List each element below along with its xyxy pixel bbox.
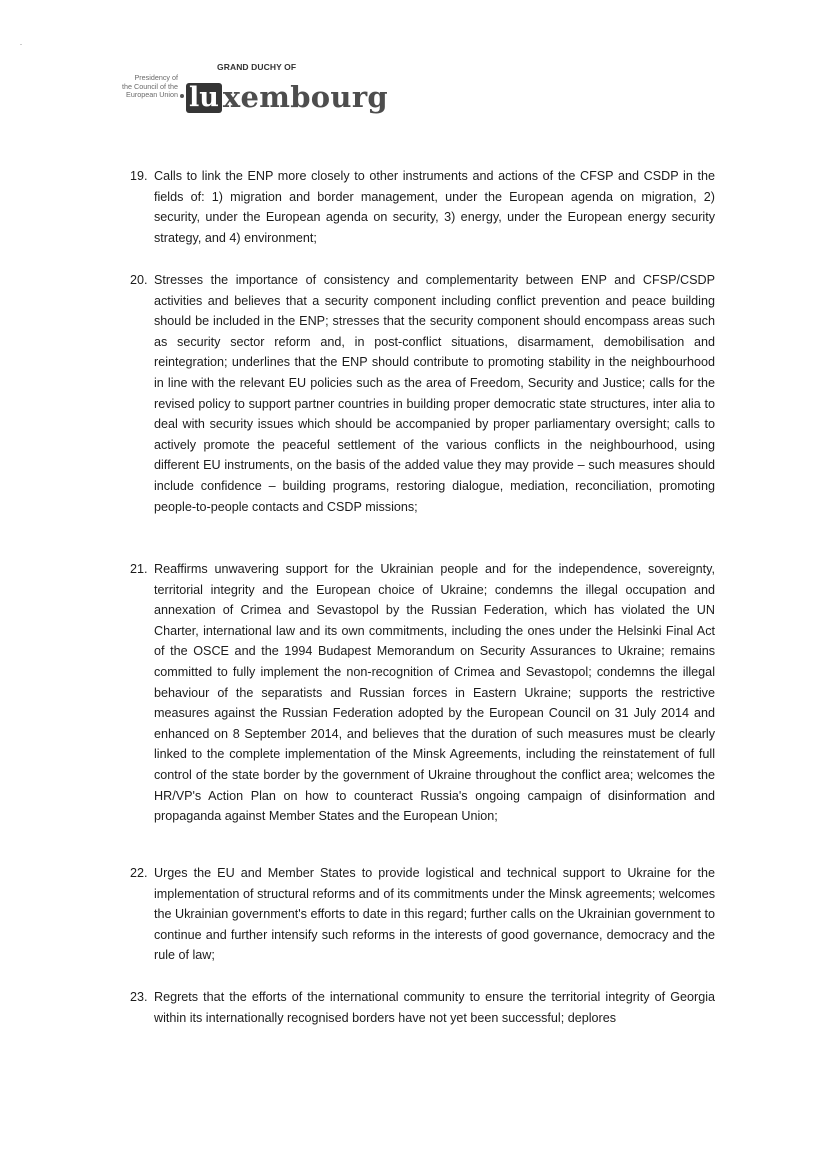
paragraph-text: Regrets that the efforts of the international community to ensure the territorial integrity of Georgia within its internationally recognised borders have not yet been successful; deplores bbox=[154, 990, 715, 1025]
presidency-logo bbox=[102, 62, 388, 118]
paragraph-text: Urges the EU and Member States to provide logistical and technical support to Ukraine for the implementation of structural reforms and of its commitments under the Minsk agreements; welcomes the Ukrainian government's efforts to date in this regard; further calls on the Ukrainian government to continue and further intensify such reforms in the interests of good governance, democracy and the rule of law; bbox=[154, 866, 715, 963]
presidency-line-2: the Council of the bbox=[122, 81, 178, 91]
paragraph-21 bbox=[130, 559, 715, 827]
paragraph-text: Reaffirms unwavering support for the Ukrainian people and for the independence, sovereignty, territorial integrity and the European choice of Ukraine; condemns the illegal occupation and annexation of Crimea and Sevastopol by the Russian Federation, which has violated the UN Charter, international law and its own commitments, including the ones under the Helsinki Final Act of the OSCE and the 1994 Budapest Memorandum on Security Assurances to Ukraine; remains committed to fully implement the non-recognition of Crimea and Sevastopol; condemns the illegal behaviour of the separatists and Russian forces in Eastern Ukraine; supports the restrictive measures against the Russian Federation adopted by the European Council on 31 July 2014 and enhanced on 8 September 2014, and believes that the duration of such measures must be clearly linked to the complete implementation of the Minsk Agreements, including the reinstatement of full control of the state border by the government of Ukraine throughout the conflict area; welcomes the HR/VP's Action Plan on how to counteract Russia's ongoing campaign of disinformation and propaganda against Member States and the European Union; bbox=[154, 562, 715, 824]
presidency-line-1: Presidency of bbox=[134, 73, 178, 82]
grand-duchy-label: GRAND DUCHY OF bbox=[217, 62, 297, 72]
scan-mark bbox=[20, 44, 22, 45]
paragraph-number: 21. bbox=[130, 562, 148, 576]
paragraph-19 bbox=[130, 166, 715, 248]
paragraph-22 bbox=[130, 863, 715, 966]
paragraph-20 bbox=[130, 270, 715, 517]
paragraph-number: 22. bbox=[130, 866, 148, 880]
bullet-dot-icon bbox=[180, 94, 184, 98]
presidency-line-3: European Union bbox=[126, 90, 178, 100]
wordmark-text: xembourg bbox=[222, 80, 388, 114]
paragraph-number: 20. bbox=[130, 273, 148, 287]
paragraph-23 bbox=[130, 987, 715, 1028]
presidency-caption bbox=[102, 74, 178, 100]
paragraph-text: Stresses the importance of consistency and complementarity between ENP and CFSP/CSDP activities and believes that a security component including conflict prevention and peace building should be included in the ENP; stresses that the security component should encompass areas such as security sector reform and, in post-conflict situations, disarmament, demobilisation and reintegration; underlines that the ENP should contribute to promoting stability in the neighbourhood in line with the relevant EU policies such as the area of Freedom, Security and Justice; calls for the revised policy to support partner countries in building proper democratic state structures, inter alia to deal with security issues which should be accompanied by proper parliamentary oversight; calls to actively promote the peaceful settlement of the various conflicts in the neighbourhood, using different EU instruments, on the basis of the added value they may provide – such measures should include confidence – building programs, restoring dialogue, mediation, reconciliation, promoting people-to-people contacts and CSDP missions; bbox=[154, 273, 715, 514]
paragraph-text: Calls to link the ENP more closely to other instruments and actions of the CFSP and CSDP in the fields of: 1) migration and border management, under the European agenda on migration, 2) security, under the European agenda on security, 3) energy, under the European energy security strategy, and 4) environment; bbox=[154, 169, 715, 245]
wordmark-box: lu bbox=[186, 83, 222, 113]
paragraph-number: 19. bbox=[130, 169, 148, 183]
paragraph-number: 23. bbox=[130, 990, 148, 1004]
luxembourg-wordmark bbox=[186, 77, 388, 113]
